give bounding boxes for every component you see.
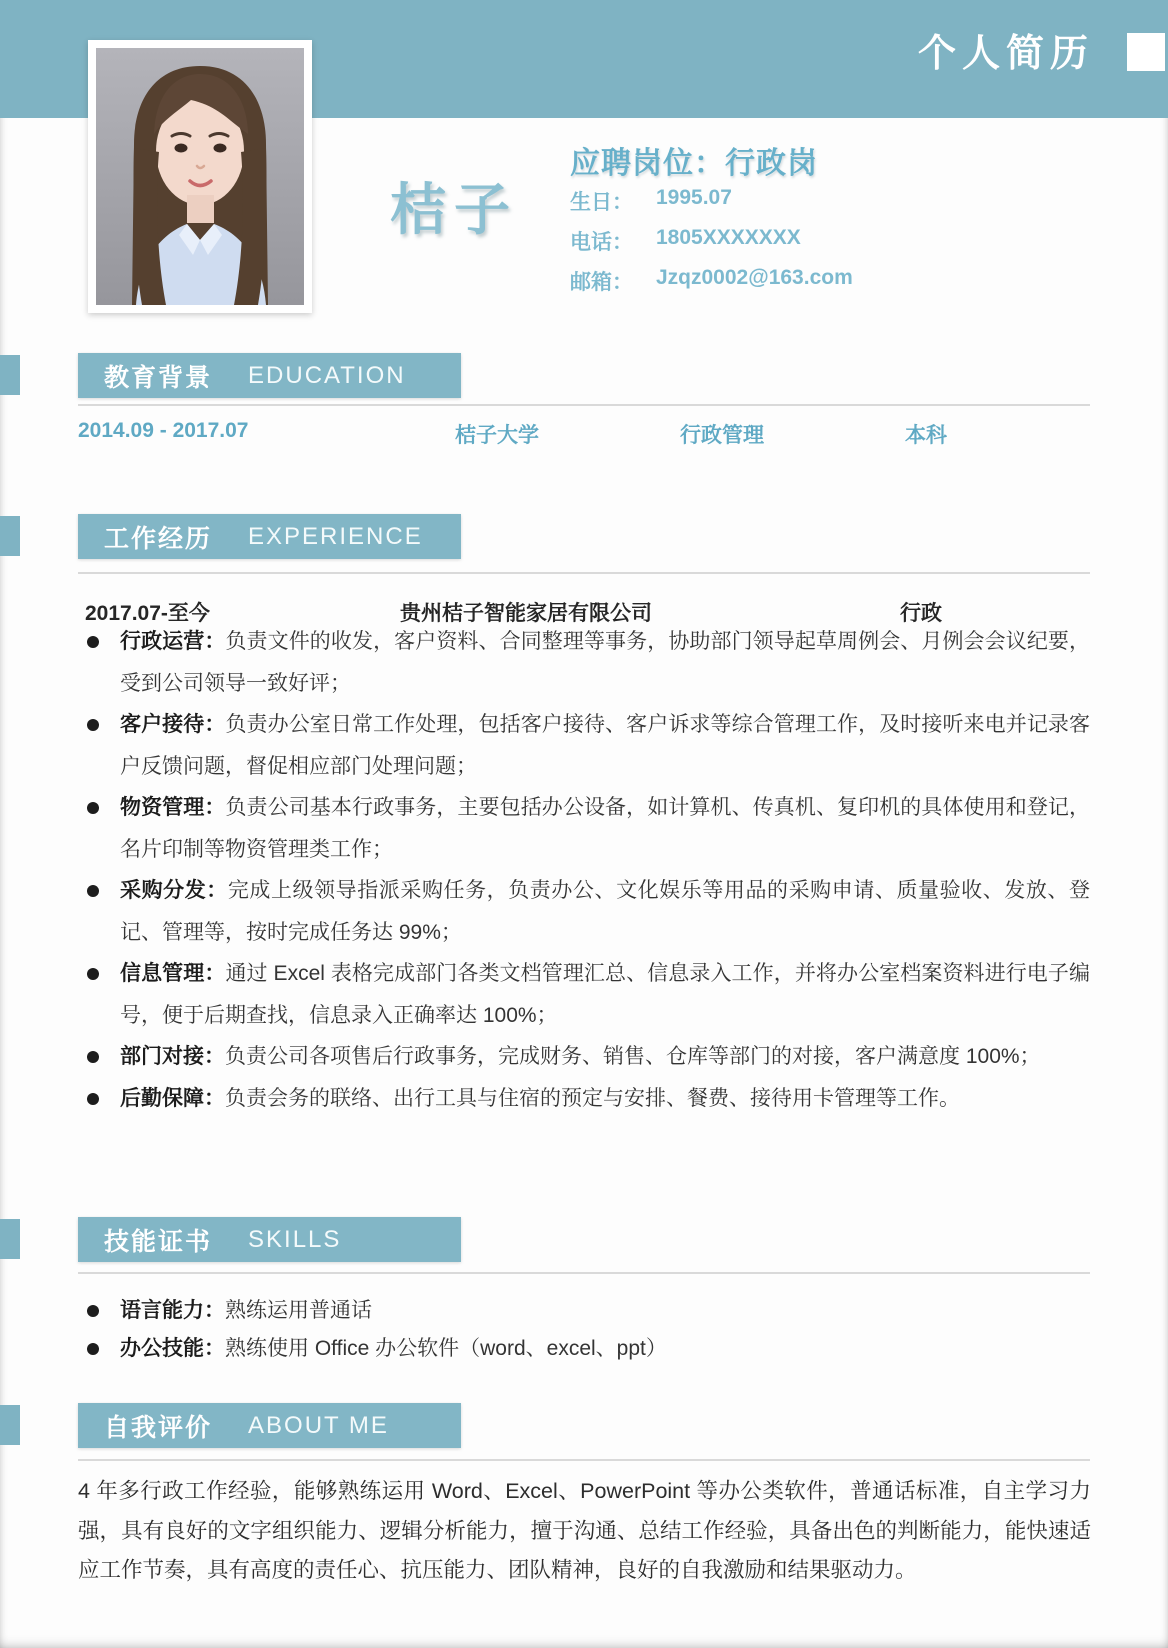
bullet-label: 客户接待： bbox=[120, 713, 226, 736]
corner-square-decoration bbox=[1127, 33, 1165, 71]
bullet-text: 负责公司各项售后行政事务，完成财务、销售、仓库等部门的对接，客户满意度 100%； bbox=[225, 1045, 1041, 1068]
bullet-text: 负责文件的收发，客户资料、合同整理等事务，协助部门领导起草周例会、月例会会议纪要，受到公司领导一致好评； bbox=[120, 630, 1091, 695]
bullet-icon bbox=[87, 636, 99, 648]
experience-bullet bbox=[78, 1078, 1090, 1120]
skills-bullet-list bbox=[78, 1292, 1090, 1368]
bullet-label: 后勤保障： bbox=[120, 1086, 225, 1110]
email-value: Jzqz0002@163.com bbox=[656, 266, 853, 289]
education-major: 行政管理 bbox=[680, 424, 764, 447]
experience-bullet-list bbox=[78, 621, 1090, 1119]
experience-bullet bbox=[78, 787, 1090, 870]
section-accent-tab bbox=[0, 516, 20, 556]
experience-company: 贵州桔子智能家居有限公司 bbox=[400, 602, 652, 625]
section-divider bbox=[78, 1272, 1090, 1274]
bullet-icon bbox=[87, 1093, 99, 1105]
experience-bullet bbox=[78, 1036, 1090, 1078]
bullet-text: 负责会务的联络、出行工具与住宿的预定与安排、餐费、接待用卡管理等工作。 bbox=[225, 1086, 960, 1110]
section-divider bbox=[78, 572, 1090, 574]
experience-bullet bbox=[78, 621, 1090, 704]
bullet-icon bbox=[87, 1343, 99, 1355]
phone-value: 1805XXXXXXX bbox=[656, 226, 801, 249]
section-title-cn: 工作经历 bbox=[104, 524, 213, 553]
education-school: 桔子大学 bbox=[455, 424, 539, 447]
section-title-en: ABOUT ME bbox=[248, 1411, 389, 1439]
bullet-icon bbox=[87, 1305, 99, 1317]
section-divider bbox=[78, 404, 1090, 406]
section-title-en: SKILLS bbox=[248, 1225, 342, 1253]
section-accent-tab bbox=[0, 1219, 20, 1259]
experience-bullet bbox=[78, 953, 1090, 1036]
candidate-name: 桔子 bbox=[390, 178, 518, 241]
applied-position: 应聘岗位：行政岗 bbox=[570, 147, 818, 180]
page-title: 个人简历 bbox=[917, 33, 1094, 75]
experience-bullet bbox=[78, 704, 1090, 787]
bullet-label: 采购分发： bbox=[120, 879, 228, 902]
profile-photo bbox=[96, 48, 304, 305]
bullet-icon bbox=[87, 885, 99, 897]
skill-bullet bbox=[78, 1292, 1090, 1330]
portrait-illustration bbox=[96, 48, 304, 305]
bullet-text: 熟练使用 Office 办公软件（word、excel、ppt） bbox=[225, 1337, 667, 1360]
bullet-label: 行政运营： bbox=[120, 630, 226, 653]
section-title-cn: 自我评价 bbox=[104, 1413, 213, 1442]
bullet-label: 物资管理： bbox=[120, 796, 226, 819]
bullet-icon bbox=[87, 802, 99, 814]
education-period: 2014.09 - 2017.07 bbox=[78, 419, 249, 442]
phone-label: 电话： bbox=[570, 231, 633, 254]
section-accent-tab bbox=[0, 1405, 20, 1445]
contact-row-email bbox=[570, 266, 853, 296]
bullet-icon bbox=[87, 719, 99, 731]
education-degree: 本科 bbox=[905, 424, 947, 447]
birthday-label: 生日： bbox=[570, 191, 633, 214]
contact-row-birthday bbox=[570, 186, 853, 216]
contact-info bbox=[570, 186, 853, 306]
bullet-label: 信息管理： bbox=[120, 962, 226, 985]
bullet-text: 熟练运用普通话 bbox=[225, 1299, 372, 1322]
experience-role: 行政 bbox=[900, 602, 942, 625]
section-title-cn: 技能证书 bbox=[104, 1227, 213, 1256]
bullet-label: 语言能力： bbox=[120, 1299, 225, 1322]
email-label: 邮箱： bbox=[570, 271, 633, 294]
experience-period: 2017.07-至今 bbox=[85, 602, 210, 625]
section-title-en: EDUCATION bbox=[248, 361, 406, 389]
about-me-paragraph: 4 年多行政工作经验，能够熟练运用 Word、Excel、PowerPoint 等办公类软件，普通话标准，自主学习力强，具有良好的文字组织能力、逻辑分析能力，擅于沟通、总结工作经验，具备出色的判断能力，能快速适应工作节奏，具有高度的责任心、抗压能力、团队精神，良好的自我激励和结果驱动力。 bbox=[78, 1479, 1091, 1582]
bullet-label: 办公技能： bbox=[120, 1337, 225, 1360]
section-divider bbox=[78, 1459, 1090, 1461]
bullet-text: 负责办公室日常工作处理，包括客户接待、客户诉求等综合管理工作，及时接听来电并记录客户反馈问题，督促相应部门处理问题； bbox=[120, 713, 1091, 778]
bullet-icon bbox=[87, 968, 99, 980]
section-title-en: EXPERIENCE bbox=[248, 522, 423, 550]
section-accent-tab bbox=[0, 355, 20, 395]
skill-bullet bbox=[78, 1330, 1090, 1368]
section-header-experience bbox=[78, 514, 461, 559]
bullet-icon bbox=[87, 1051, 99, 1063]
bullet-text: 通过 Excel 表格完成部门各类文档管理汇总、信息录入工作，并将办公室档案资料进行电子编号，便于后期查找，信息录入正确率达 100%； bbox=[120, 962, 1090, 1027]
birthday-value: 1995.07 bbox=[656, 186, 732, 209]
bullet-label: 部门对接： bbox=[120, 1045, 225, 1068]
profile-photo-frame bbox=[88, 40, 312, 313]
bullet-text: 完成上级领导指派采购任务，负责办公、文化娱乐等用品的采购申请、质量验收、发放、登记、管理等，按时完成任务达 99%； bbox=[120, 879, 1090, 944]
section-header-education bbox=[78, 353, 461, 398]
section-header-about bbox=[78, 1403, 461, 1448]
bullet-text: 负责公司基本行政事务，主要包括办公设备，如计算机、传真机、复印机的具体使用和登记，名片印制等物资管理类工作； bbox=[120, 796, 1091, 861]
education-row bbox=[0, 419, 1168, 449]
experience-bullet bbox=[78, 870, 1090, 953]
section-title-cn: 教育背景 bbox=[104, 363, 213, 392]
contact-row-phone bbox=[570, 226, 853, 256]
section-header-skills bbox=[78, 1217, 461, 1262]
